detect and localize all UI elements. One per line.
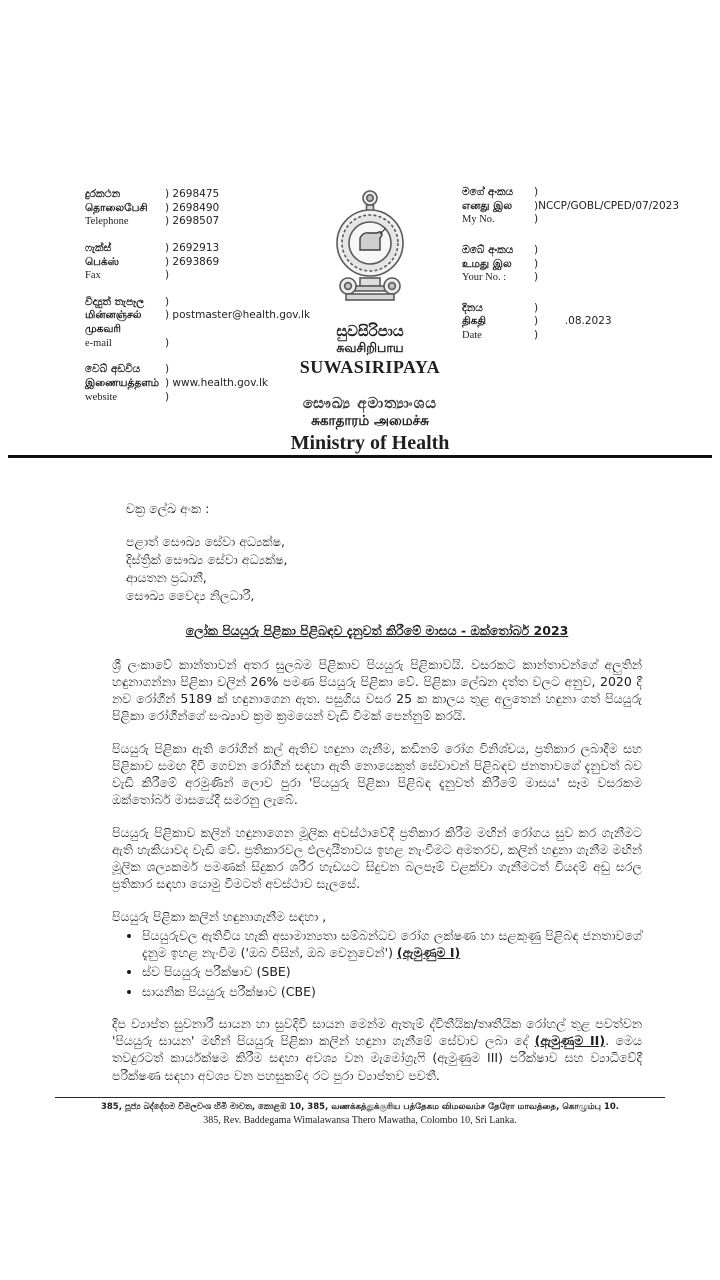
suwasiripaya-name-tamil: சுவசிறிபாய xyxy=(336,340,404,355)
bullet-1-annex-ref: (ඇමුණුම I) xyxy=(396,945,461,960)
telephone-value-3: ) 2698507 xyxy=(165,215,220,228)
telephone-label-ta: தொலைபேசி xyxy=(85,201,148,214)
your-no-label-si: ඔබේ අංකය xyxy=(462,243,514,256)
fax-label-ta: பெக்ஸ் xyxy=(85,255,119,268)
fax-label-si: ෆැක්ස් xyxy=(85,241,112,254)
my-no-label-si: මගේ අංකය xyxy=(462,186,514,198)
my-no-bracket-1: ) xyxy=(534,186,539,198)
recipient-head-of-institution: ආයතන ප්‍රධානී, xyxy=(126,569,207,585)
your-no-label-en: Your No. : xyxy=(462,272,507,284)
email-address: ) postmaster@health.gov.lk xyxy=(165,309,311,322)
date-label-en: Date xyxy=(462,330,482,342)
email-label-ta: மின்னஞ்சல் முகவரி xyxy=(85,309,142,336)
website-address: ) www.health.gov.lk xyxy=(165,377,268,390)
early-detection-bullet-list xyxy=(112,927,642,1000)
bullet-1-text: පියයුරුවල ඇතිවිය හැකි අසාමාන්‍යතා සම්බන්ධව රෝග ලක්ෂණ හා සළකුණු පිළිබඳ ජනතාවගේ දැනුම ඉහළ නැංවීම ('ඔබ විසින්, ඔබ වෙනුවෙන්') xyxy=(142,927,642,960)
closing-annex-ref: (ඇමුණුම II) xyxy=(534,1033,606,1048)
my-no-label-en: My No. xyxy=(462,214,495,226)
your-no-bracket-2: ) xyxy=(534,257,539,270)
my-no-bracket-3: ) xyxy=(534,213,539,226)
date-bracket-3: ) xyxy=(534,329,539,342)
subject-line: ලෝක පියයුරු පිළිකා පිළිබඳව දැනුවත් කිරීමේ මාසය - ඔක්තෝබර් 2023 xyxy=(185,623,569,639)
email-value-1: ) xyxy=(165,295,170,308)
telephone-label-en: Telephone xyxy=(85,216,129,228)
fax-value-1: ) 2692913 xyxy=(165,241,220,254)
website-value-1: ) xyxy=(165,363,170,376)
paragraph-3: පියයුරු පිළිකාව කලින් හඳුනාගෙන මූලික අවස්ථාවේදී ප්‍රතිකාර කිරීම මඟින් රෝගය සුව කර ගැනීමට ඇති හැකියාවද වැඩි වේ. ප්‍රතිකාරවල ඵලදායීතාවය ඉහළ නැංවීමට අමතරව, කලින් හඳුනා ගැනීම මඟින් මූලික ශල්‍යකර්ම පමණක් සිදුකර ශරීර හැඩයට සිදුවන බලපෑම් වළක්වා ගැනීමටත් වියදම් අඩු සරල ප්‍රතිකාර සඳහා යොමු වීමටත් අවස්ථාව සැලසේ. xyxy=(112,824,642,892)
circular-number-label: චක්‍ර ලේඛ අංක : xyxy=(126,501,210,516)
website-value-3: ) xyxy=(165,390,170,403)
my-no-group xyxy=(462,186,707,227)
paragraph-1: ශ්‍රී ලංකාවේ කාන්තාවන් අතර සුලබම පිළිකාව පියයුරු පිළිකාවයි. වසරකට කාන්තාවන්ගේ අලුතින් හඳුනාගන්නා පිළිකා වලින් 26% පමණ පියයුරු පිළිකා වේ. පිළිකා ලේඛන දත්ත වලට අනුව, 2020 දී නව රෝගීන් 5189 ක් හඳුනාගෙන ඇත. පසුගිය වසර 25 ක කාලය තුළ අලුතෙන් හඳුනා ගත් පියයුරු පිළිකා රෝගීන්ගේ සංඛ්‍යාව ක්‍රම ක්‍රමයෙන් වැඩි වීමක් පෙන්නුම් කරයි. xyxy=(112,656,642,724)
suwasiripaya-name-english: SUWASIRIPAYA xyxy=(299,357,441,377)
ministry-name-english: Ministry of Health xyxy=(290,432,450,454)
my-no-label-ta: எனது இல xyxy=(462,199,513,212)
ministry-name-sinhala: සෞඛ්‍ය අමාත්‍යාංශය xyxy=(302,394,438,412)
ministry-name-tamil: சுகாதாரம் அமைச்சு xyxy=(311,413,429,429)
date-label-ta: திகதி xyxy=(462,315,486,328)
telephone-label-si: දුරකථන xyxy=(85,188,121,200)
recipients-list xyxy=(126,533,642,604)
footer-address-sinhala-tamil: 385, පූජ්‍ය බද්දේගම විමලවංශ හිමි මාවත, කොළඹ 10, 385, வணக்கத்துக்குரிய பத்தேகம விமலவம்ச தேரோ மாவத்தை, கொழும்பு 10. xyxy=(100,1102,620,1112)
letterhead-reference-block xyxy=(462,186,707,360)
date-value: ) .08.2023 xyxy=(534,315,612,328)
bullet-public-awareness xyxy=(142,927,642,962)
letterhead-divider-rule xyxy=(8,455,712,458)
footer-address xyxy=(25,1102,695,1126)
fax-value-3: ) xyxy=(165,269,170,282)
your-no-bracket-3: ) xyxy=(534,271,539,284)
your-no-group xyxy=(462,244,707,285)
closing-paragraph xyxy=(112,1015,642,1084)
email-value-3: ) xyxy=(165,336,170,349)
email-label-si: විද්‍යුත් තැපෑල xyxy=(85,295,145,308)
recipient-medical-officer: සෞඛ්‍ය වෛද්‍ය නිලධාරී, xyxy=(126,587,255,603)
date-group xyxy=(462,302,707,343)
my-no-value: )NCCP/GOBL/CPED/07/2023 xyxy=(534,199,680,212)
your-no-bracket-1: ) xyxy=(534,243,539,256)
recipient-district-director: දිස්ත්‍රික් සෞඛ්‍ය සේවා අධ්‍යක්ෂ, xyxy=(126,552,288,567)
ministry-name-block xyxy=(255,394,485,455)
bullets-intro: පියයුරු පිළිකා කලින් හඳුනාගැනීම සඳහා , xyxy=(112,908,327,924)
fax-label-en: Fax xyxy=(85,270,101,282)
footer-address-english: 385, Rev. Baddegama Wimalawansa Thero Mawatha, Colombo 10, Sri Lanka. xyxy=(203,1115,517,1127)
telephone-value-2: ) 2698490 xyxy=(165,201,220,214)
paragraph-2: පියයුරු පිළිකා ඇති රෝගීන් කල් ඇතිව හඳුනා ගැනීම, කඩිනම් රෝග විනිශ්චය, ප්‍රතිකාර ලබාදීම සහ පිළිකාව සමඟ දිවි ගෙවන රෝගීන් සඳහා ඇති නොයෙකුත් සේවාවන් පිළිබඳව ජනතාවගේ දැනුවත් බව වැඩි කිරීමේ අරමුණින් ලොව පුරා 'පියයුරු පිළිකා පිළිබඳ දැනුවත් කිරීමේ මාසය' සෑම වසරකම ඔක්තෝබර් මාසයේදී සමරනු ලැබේ. xyxy=(112,740,642,808)
bullet-self-breast-exam: • ස්ව පියයුරු පරීක්ෂාව (SBE) xyxy=(142,963,642,980)
website-label-en: website xyxy=(85,391,118,403)
recipient-provincial-director: පළාත් සෞඛ්‍ය සේවා අධ්‍යක්ෂ, xyxy=(126,534,285,550)
letterhead-center-block xyxy=(255,186,485,455)
suwasiripaya-name-sinhala: සුවසිරිපාය xyxy=(336,322,404,340)
telephone-value-1: ) 2698475 xyxy=(165,188,220,200)
date-label-si: දිනය xyxy=(462,301,483,314)
fax-value-2: ) 2693869 xyxy=(165,255,220,268)
date-bracket-1: ) xyxy=(534,301,539,314)
closing-text-2: . මෙය තවදුරටත් කාර්යක්ෂම කිරීම සඳහා අවශ්‍ය වන මැමෝග්‍රැෆි (ඇමුණුම III) පරීක්ෂාව සහ ව්‍යාධිවේදී පරීක්ෂණ සඳහා අවශ්‍ය වන පහසුකම්ද රට පුරා ව්‍යාප්තව පවතී. xyxy=(112,1033,642,1083)
your-no-label-ta: உமது இல xyxy=(462,257,512,270)
letter-body xyxy=(112,500,642,1099)
sri-lanka-state-emblem-icon xyxy=(330,186,410,320)
closing-text-1: දීප ව්‍යාප්ත සුවනාරී සායන හා සුවදිවි සායන මෙන්ම ඇතැම් ද්විතීයික/තෘතීයික රෝහල් තුළ පවත්වන 'පියයුරු සායන' මඟින් පියයුරු පිළිකා කලින් හඳුනා ගැනීමේ සේවාව ලබා දේ xyxy=(112,1015,642,1048)
website-label-ta: இணையத்தளம் xyxy=(85,377,160,390)
footer-divider-rule xyxy=(55,1097,665,1098)
website-label-si: වෙබ් අඩවිය xyxy=(85,363,141,376)
email-label-en: e-mail xyxy=(85,337,112,349)
bullet-clinical-breast-exam: • සායනික පියයුරු පරීක්ෂාව (CBE) xyxy=(142,983,642,1000)
